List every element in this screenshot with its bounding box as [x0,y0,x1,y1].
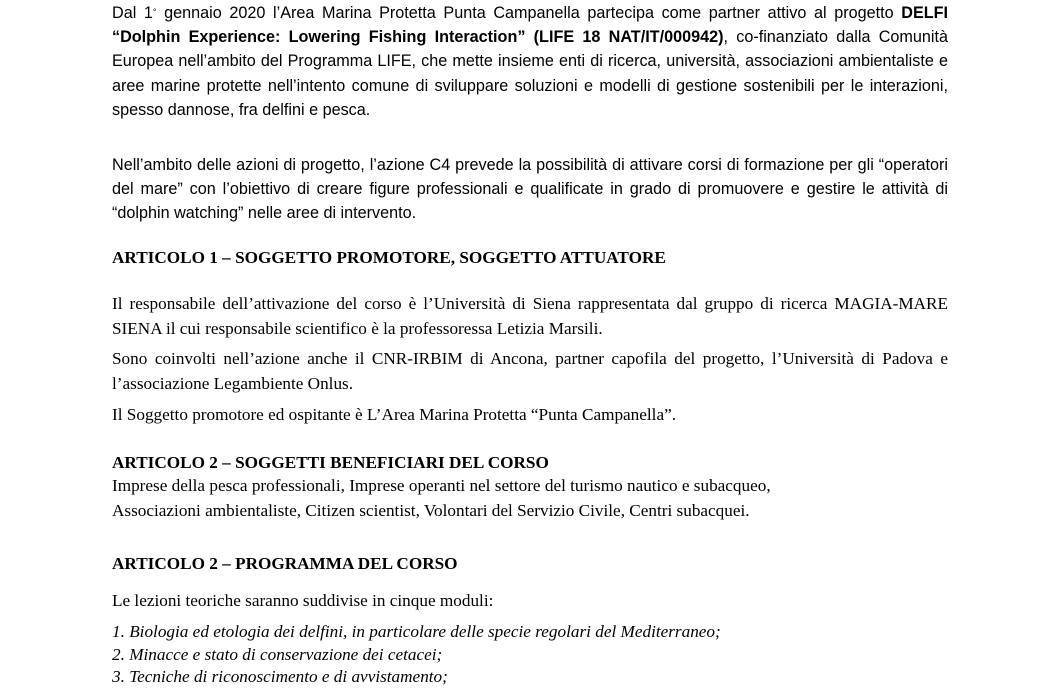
intro-p1-middle: gennaio 2020 l’Area Marina Protetta Punta Campanella partecipa come partner attivo al progetto [156,4,894,22]
article-1-paragraph-3-text: Il Soggetto promotore ed ospitante è L’Area Marina Protetta “Punta Campanella”. [112,405,676,424]
intro-p1-end: , co-finanziato dalla Comunità Europea nell’ambito del Programma LIFE, che mette insieme enti di ricerca, università, associazioni ambientaliste e aree marine protette nell’intento comune di sviluppare soluzioni e modelli di gestione sostenibili per le interazioni, spesso dannose, fra delfini e pesca. [112,28,948,119]
article-2b-heading-block [112,552,948,576]
article-2a-heading-block [112,451,948,475]
beneficiaries-line-2: Associazioni ambientaliste, Citizen scientist, Volontari del Servizio Civile, Centri subacquei. [112,500,750,520]
project-name: DELFI “Dolphin Experience: Lowering Fishing Interaction” (LIFE 18 NAT/IT/000942) [112,4,949,47]
ordinal-superscript: ° [152,7,157,17]
intro-p1-start: Dal 1 [112,4,153,22]
article-1-paragraph-2 [112,347,948,396]
intro-paragraph-2-text: Nell’ambito delle azioni di progetto, l’azione C4 prevede la possibilità di attivare corsi di formazione per gli “operatori del mare” con l’obiettivo di creare figure professionali e qualificate in grado di promuovere e gestire le attività di “dolphin watching” nelle aree di intervento. [112,156,948,223]
intro-paragraph-2 [112,153,948,226]
module-item: 3. Tecniche di riconoscimento e di avvistamento; [112,667,448,686]
article-1-paragraph-3 [112,403,948,428]
beneficiaries-line-1: Imprese della pesca professionali, Imprese operanti nel settore del turismo nautico e subacqueo, [112,476,771,495]
module-item: 1. Biologia ed etologia dei delfini, in particolare delle specie regolari del Mediterraneo; [112,622,721,641]
article-1-paragraph-1 [112,292,948,341]
article-2a-heading: ARTICOLO 2 – SOGGETTI BENEFICIARI DEL CORSO [112,453,549,472]
intro-paragraph-1-text [112,1,948,122]
article-1-paragraph-2-text: Sono coinvolti nell’azione anche il CNR-IRBIM di Ancona, partner capofila del progetto, l’Università di Padova e l’associazione Legambiente Onlus. [112,349,948,393]
program-intro-text: Le lezioni teoriche saranno suddivise in cinque moduli: [112,591,494,610]
module-item: 2. Minacce e stato di conservazione dei cetacei; [112,644,443,664]
article-1-paragraph-1-text: Il responsabile dell’attivazione del corso è l’Università di Siena rappresentata dal gruppo di ricerca MAGIA-MARE SIENA il cui responsabile scientifico è la professoressa Letizia Marsili. [112,294,948,338]
article-1-heading: ARTICOLO 1 – SOGGETTO PROMOTORE, SOGGETTO ATTUATORE [112,248,666,267]
article-2a-body [112,474,948,523]
article-2b-heading: ARTICOLO 2 – PROGRAMMA DEL CORSO [112,554,458,573]
intro-paragraph-1 [112,1,948,122]
program-intro [112,589,948,614]
module-list [112,621,948,689]
article-1-heading-block [112,246,948,270]
